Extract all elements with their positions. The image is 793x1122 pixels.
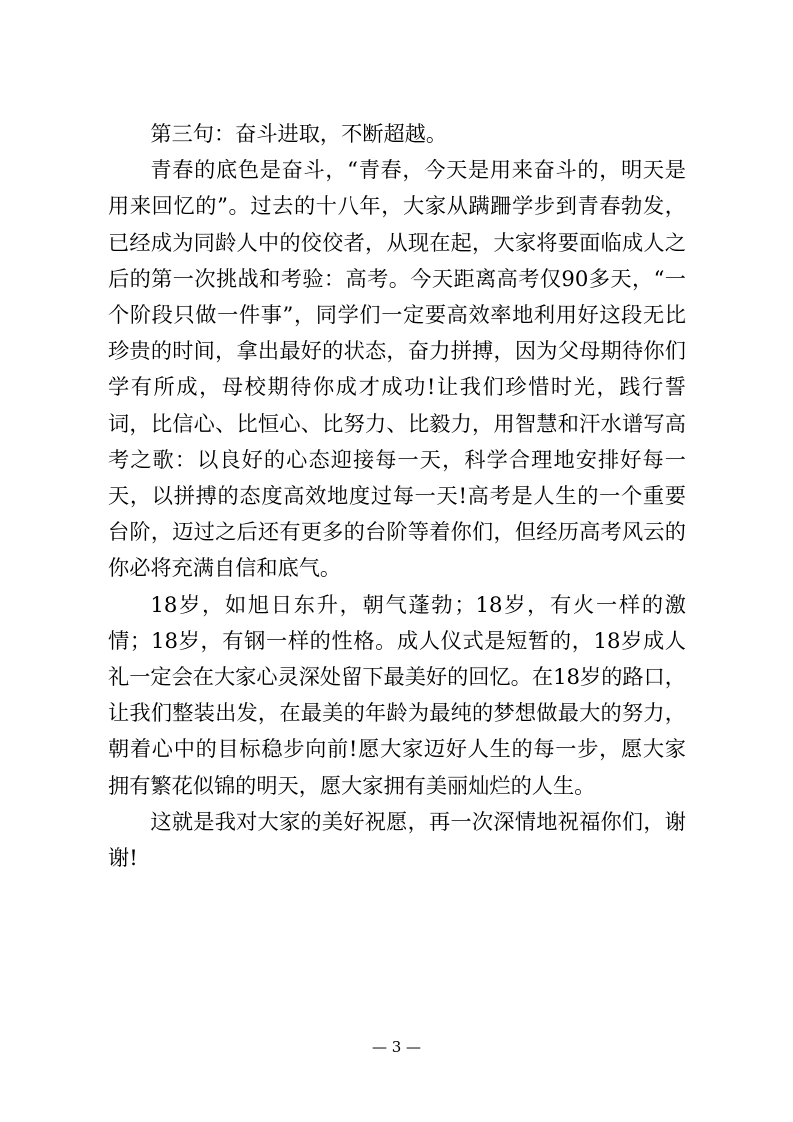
page-number: — 3 — <box>371 1038 422 1056</box>
paragraph-age-eighteen: 18岁，如旭日东升，朝气蓬勃；18岁，有火一样的激情；18岁，有钢一样的性格。成人仪式是短暂的，18岁成人礼一定会在大家心灵深处留下最美好的回忆。在18岁的路口，让我们整装出发，在最美的年龄为最纯的梦想做最大的努力，朝着心中的目标稳步向前!愿大家迈好人生的每一步，愿大家拥有繁花似锦的明天，愿大家拥有美丽灿烂的人生。 <box>108 591 686 798</box>
paragraph-closing-wishes: 这就是我对大家的美好祝愿，再一次深情地祝福你们，谢谢! <box>108 808 686 871</box>
document-body <box>108 116 686 876</box>
paragraph-youth-struggle: 青春的底色是奋斗，“青春，今天是用来奋斗的，明天是用来回忆的”。过去的十八年，大家从蹒跚学步到青春勃发，已经成为同龄人中的佼佼者，从现在起，大家将要面临成人之后的第一次挑战和考验：高考。今天距离高考仅90多天，“一个阶段只做一件事”，同学们一定要高效率地利用好这段无比珍贵的时间，拿出最好的状态，奋力拼搏，因为父母期待你们学有所成，母校期待你成才成功!让我们珍惜时光，践行誓词，比信心、比恒心、比努力、比毅力，用智慧和汗水谱写高考之歌：以良好的心态迎接每一天，科学合理地安排好每一天，以拼搏的态度高效地度过每一天!高考是人生的一个重要台阶，迈过之后还有更多的台阶等着你们，但经历高考风云的你必将充满自信和底气。 <box>108 157 686 581</box>
section-heading: 第三句：奋斗进取，不断超越。 <box>150 121 448 146</box>
